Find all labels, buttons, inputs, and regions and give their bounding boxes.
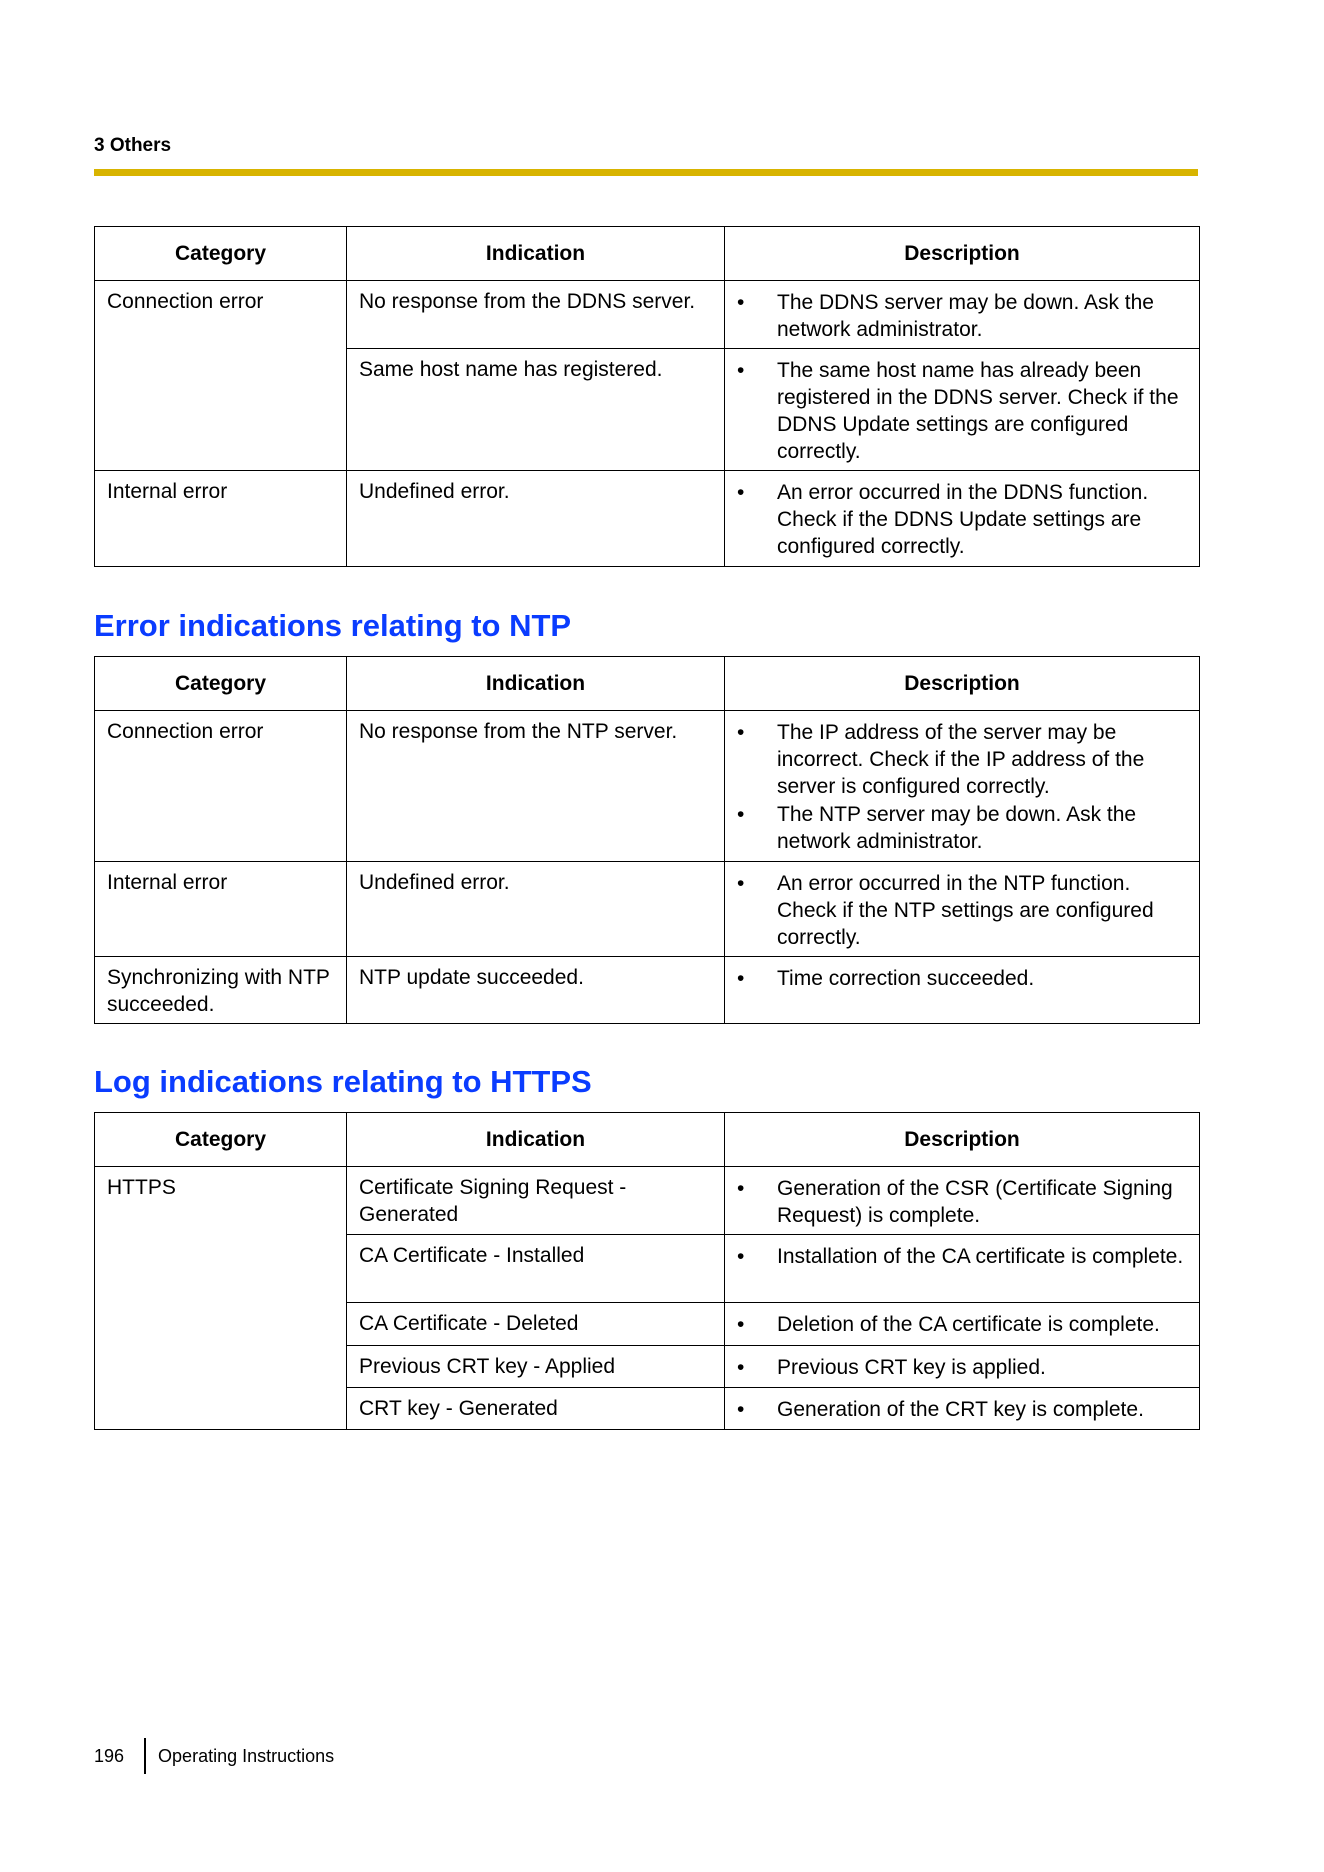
description-text: The IP address of the server may be incorrect. Check if the IP address of the server is configured correctly. xyxy=(777,721,1145,798)
column-header-description: Description xyxy=(725,657,1200,711)
indication-cell: No response from the DDNS server. xyxy=(347,281,725,349)
indication-cell: Certificate Signing Request - Generated xyxy=(347,1167,725,1235)
column-header-indication: Indication xyxy=(347,1113,725,1167)
category-cell: Connection error xyxy=(95,281,347,471)
table-header-row xyxy=(95,227,1200,281)
header-rule xyxy=(94,169,1198,176)
column-header-category: Category xyxy=(95,1113,347,1167)
description-text: An error occurred in the DDNS function. Check if the DDNS Update settings are configured correctly. xyxy=(777,481,1149,558)
description-text: The NTP server may be down. Ask the network administrator. xyxy=(777,803,1137,853)
footer-divider xyxy=(144,1738,146,1774)
table-header-row xyxy=(95,657,1200,711)
description-cell xyxy=(725,1303,1200,1346)
description-cell xyxy=(725,1346,1200,1388)
table-row xyxy=(95,471,1200,567)
section-heading-https: Log indications relating to HTTPS xyxy=(94,1064,592,1099)
description-text: Generation of the CSR (Certificate Signing Request) is complete. xyxy=(777,1177,1173,1227)
description-item: • Installation of the CA certificate is complete. xyxy=(737,1245,1184,1268)
category-cell: Connection error xyxy=(95,711,347,862)
description-item: • Generation of the CRT key is complete. xyxy=(737,1398,1144,1421)
description-text: The same host name has already been registered in the DDNS server. Check if the DDNS Update settings are configured correctly. xyxy=(777,359,1179,463)
page-footer xyxy=(94,1738,334,1774)
description-text: The DDNS server may be down. Ask the network administrator. xyxy=(777,291,1154,341)
ddns-error-table xyxy=(94,226,1200,567)
column-header-description: Description xyxy=(725,1113,1200,1167)
description-text: Time correction succeeded. xyxy=(777,967,1035,990)
indication-cell: Same host name has registered. xyxy=(347,349,725,471)
column-header-category: Category xyxy=(95,657,347,711)
description-cell xyxy=(725,1167,1200,1235)
https-log-table xyxy=(94,1112,1200,1430)
column-header-indication: Indication xyxy=(347,227,725,281)
description-cell xyxy=(725,471,1200,567)
description-cell xyxy=(725,1388,1200,1430)
section-heading-ntp: Error indications relating to NTP xyxy=(94,608,572,643)
table-row xyxy=(95,862,1200,957)
ntp-error-table xyxy=(94,656,1200,1024)
column-header-description: Description xyxy=(725,227,1200,281)
description-item: • The IP address of the server may be incorrect. Check if the IP address of the server is configured correctly. xyxy=(737,721,1145,798)
table-row xyxy=(95,1167,1200,1235)
indication-cell: Undefined error. xyxy=(347,471,725,567)
description-text: Generation of the CRT key is complete. xyxy=(777,1398,1144,1421)
description-cell xyxy=(725,711,1200,862)
indication-cell: No response from the NTP server. xyxy=(347,711,725,862)
category-cell: Synchronizing with NTP succeeded. xyxy=(95,957,347,1024)
indication-cell: Previous CRT key - Applied xyxy=(347,1346,725,1388)
indication-cell: CRT key - Generated xyxy=(347,1388,725,1430)
chapter-title: 3 Others xyxy=(94,135,172,156)
column-header-indication: Indication xyxy=(347,657,725,711)
description-item: • An error occurred in the DDNS function. Check if the DDNS Update settings are configured correctly. xyxy=(737,481,1149,558)
indication-cell: CA Certificate - Installed xyxy=(347,1235,725,1303)
indication-cell: NTP update succeeded. xyxy=(347,957,725,1024)
description-item: • Deletion of the CA certificate is complete. xyxy=(737,1313,1160,1336)
description-cell xyxy=(725,957,1200,1024)
description-cell xyxy=(725,349,1200,471)
category-cell: Internal error xyxy=(95,862,347,957)
description-text: Previous CRT key is applied. xyxy=(777,1356,1046,1379)
description-item: • The DDNS server may be down. Ask the network administrator. xyxy=(737,291,1154,341)
table-row xyxy=(95,281,1200,349)
description-item: • Previous CRT key is applied. xyxy=(737,1356,1046,1379)
description-item: • An error occurred in the NTP function. Check if the NTP settings are configured correctly. xyxy=(737,872,1154,949)
column-header-category: Category xyxy=(95,227,347,281)
table-row xyxy=(95,711,1200,862)
category-cell: HTTPS xyxy=(95,1167,347,1430)
description-text: Installation of the CA certificate is complete. xyxy=(777,1245,1184,1268)
description-cell xyxy=(725,862,1200,957)
description-item: • Time correction succeeded. xyxy=(737,967,1035,990)
description-text: An error occurred in the NTP function. Check if the NTP settings are configured correctly. xyxy=(777,872,1154,949)
table-header-row xyxy=(95,1113,1200,1167)
document-title: Operating Instructions xyxy=(158,1745,335,1766)
description-text: Deletion of the CA certificate is complete. xyxy=(777,1313,1160,1336)
page-number: 196 xyxy=(94,1745,125,1766)
indication-cell: CA Certificate - Deleted xyxy=(347,1303,725,1346)
table-row xyxy=(95,957,1200,1024)
description-item: • The same host name has already been registered in the DDNS server. Check if the DDNS Update settings are configured correctly. xyxy=(737,359,1179,463)
description-item: • Generation of the CSR (Certificate Signing Request) is complete. xyxy=(737,1177,1173,1227)
description-cell xyxy=(725,281,1200,349)
indication-cell: Undefined error. xyxy=(347,862,725,957)
description-item: • The NTP server may be down. Ask the network administrator. xyxy=(737,803,1137,853)
category-cell: Internal error xyxy=(95,471,347,567)
description-cell xyxy=(725,1235,1200,1303)
